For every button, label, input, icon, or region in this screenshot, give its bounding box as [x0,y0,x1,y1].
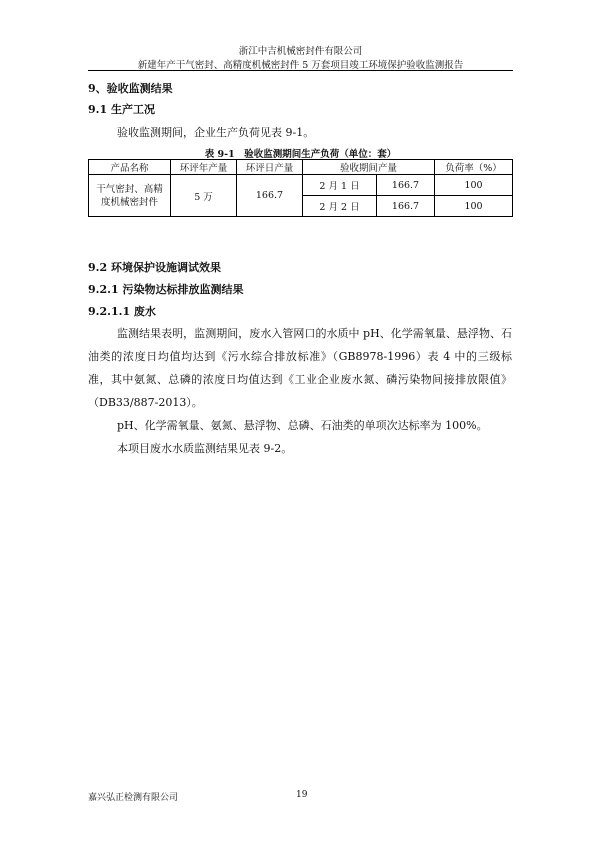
header-divider [88,70,513,71]
annual-output-cell: 5 万 [171,175,237,217]
section-heading-9-1: 9.1 生产工况 [88,103,155,116]
table-header-cell: 环评年产量 [171,160,237,175]
compliance-rate-paragraph: pH、化学需氧量、氨氮、悬浮物、总磷、石油类的单项次达标率为 100%。 [117,419,488,432]
output-cell: 166.7 [377,196,435,217]
table-header-cell: 负荷率（%） [435,160,513,175]
table-header-cell: 环评日产量 [237,160,303,175]
header-report-title: 新建年产干气密封、高精度机械密封件 5 万套项目竣工环境保护验收监测报告 [137,60,464,71]
production-load-table [88,159,513,217]
load-rate-cell: 100 [435,196,513,217]
section-heading-9-2: 9.2 环境保护设施调试效果 [88,261,221,274]
section-heading-9-2-1-1: 9.2.1.1 废水 [88,305,156,318]
table-reference-paragraph: 本项目废水水质监测结果见表 9-2。 [117,442,293,455]
date-cell: 2 月 1 日 [303,175,377,196]
load-rate-cell: 100 [435,175,513,196]
output-cell: 166.7 [377,175,435,196]
production-load-paragraph: 验收监测期间，企业生产负荷见表 9-1。 [117,126,315,139]
table-header-cell: 验收期间产量 [303,160,435,175]
table-caption: 表 9-1 验收监测期间生产负荷（单位：套） [204,149,397,160]
wastewater-results-paragraph: 监测结果表明，监测期间，废水入管网口的水质中 pH、化学需氧量、悬浮物、石油类的浓度日均值均达到《污水综合排放标准》（GB8978-1996）表 4 中的三级标准，其中氨氮、总磷的浓度日均值达到《工业企业废水氮、磷污染物间接排放限值》（DB33/887-2013）。 [88,327,512,409]
table-header-row [89,160,513,175]
table-header-cell: 产品名称 [89,160,171,175]
date-cell: 2 月 2 日 [303,196,377,217]
section-heading-9-2-1: 9.2.1 污染物达标排放监测结果 [88,283,244,296]
product-name-cell: 干气密封、高精度机械密封件 [89,175,171,217]
footer-company: 嘉兴弘正检测有限公司 [88,793,179,803]
daily-output-cell: 166.7 [237,175,303,217]
page-number: 19 [296,790,308,800]
section-heading-9: 9、验收监测结果 [88,82,173,95]
table-row [89,175,513,196]
header-company: 浙江中吉机械密封件有限公司 [238,46,363,57]
